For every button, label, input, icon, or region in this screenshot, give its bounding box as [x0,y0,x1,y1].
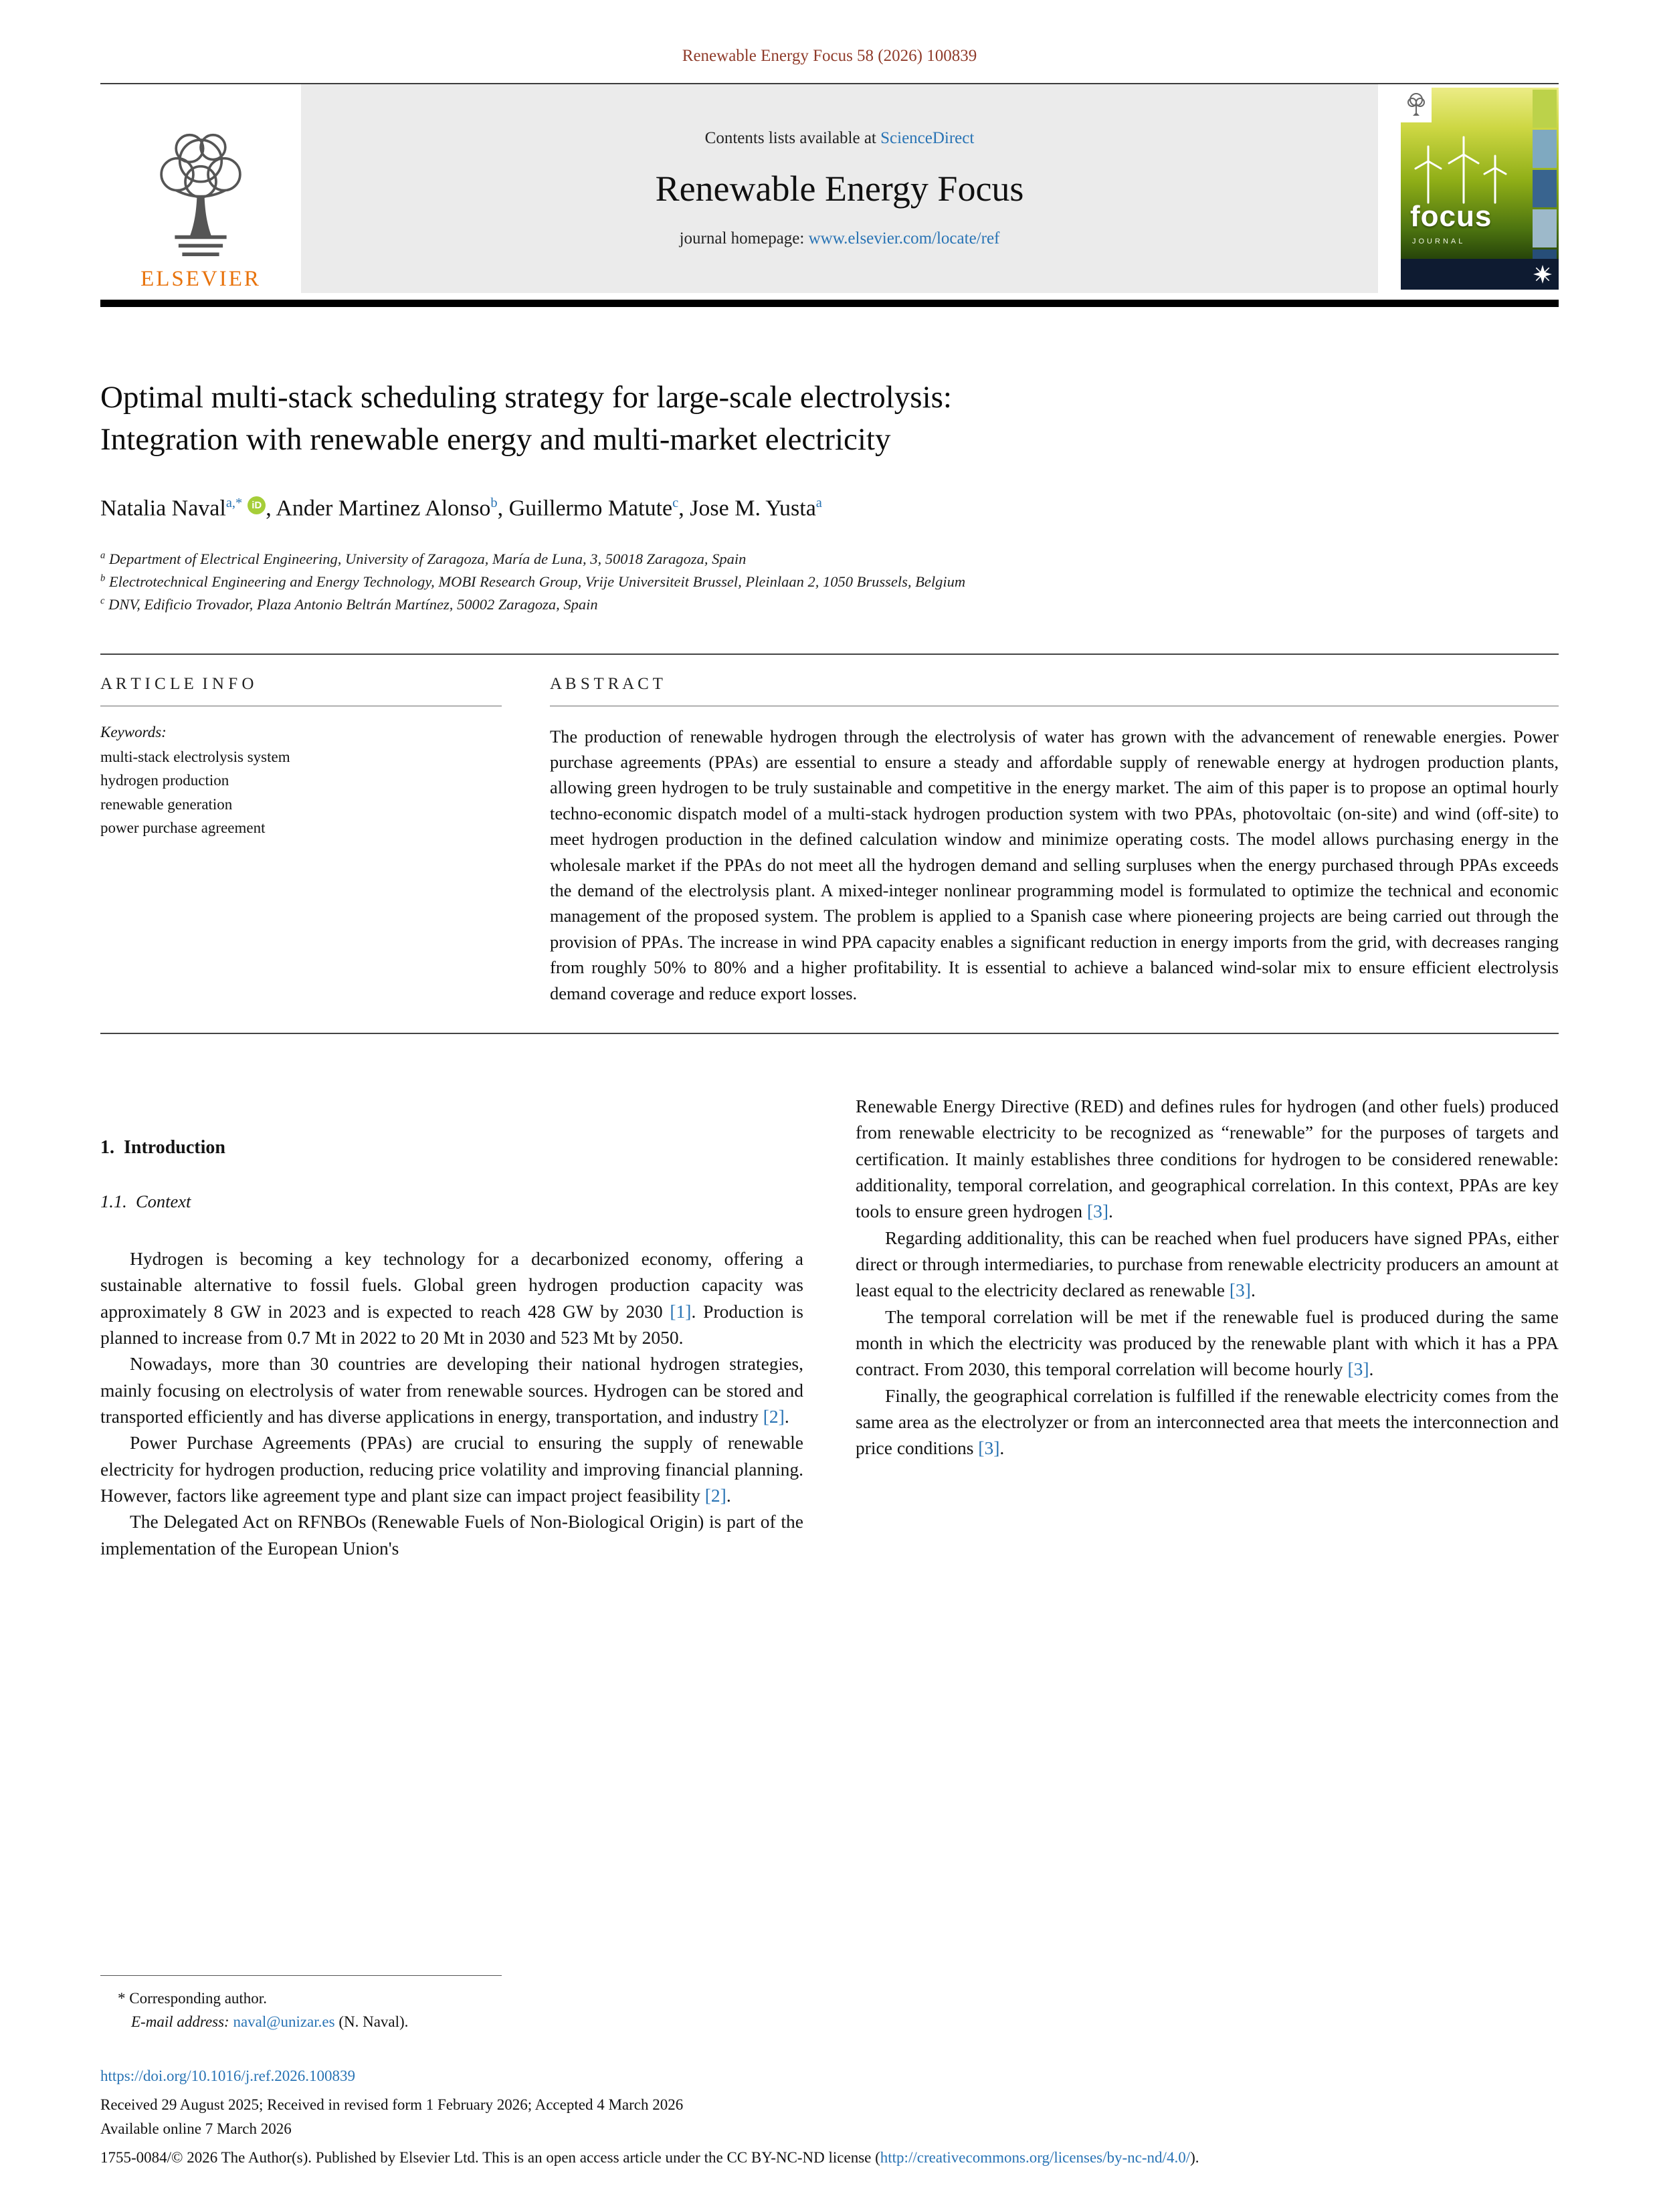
elsevier-wordmark: ELSEVIER [140,267,261,291]
journal-cover-thumbnail [1401,88,1559,290]
cover-title: focus [1410,200,1492,233]
citation-link[interactable]: [3] [1347,1359,1369,1380]
keyword-item: renewable generation [100,795,233,813]
body-column-right [856,1093,1559,1561]
paragraph: Hydrogen is becoming a key technology for a decarbonized economy, offering a sustainable alternative to fossil fuels. Global green hydrogen production capacity was approximately 8 GW in 2023 and is expected to reach 428 GW by 2030 [1]. Production is planned to increase from 0.7 Mt in 2022 to 20 Mt in 2030 and 523 Mt by 2050. [100,1248,803,1348]
section-heading-introduction: 1. Introduction [100,1137,225,1159]
received-dates: Received 29 August 2025; Received in revised form 1 February 2026; Accepted 4 March 2026 [100,2096,684,2113]
article-footer [100,2065,1559,2169]
info-abstract-section [100,655,1559,1033]
paragraph: Power Purchase Agreements (PPAs) are crucial to ensuring the supply of renewable electricity for hydrogen production, reducing price volatility and improving financial planning. However, factors like agreement type and plant size can impact project feasibility [2]. [100,1432,803,1506]
affiliation-row [100,593,1559,616]
affiliation-text: DNV, Edificio Trovador, Plaza Antonio Beltrán Martínez, 50002 Zaragoza, Spain [108,595,598,613]
elsevier-logo [100,84,301,293]
subsection-heading-context: 1.1. Context [100,1191,191,1212]
inline-link[interactable]: http://creativecommons.org/licenses/by-nc-nd/4.0/ [880,2148,1191,2166]
keyword-item: multi-stack electrolysis system [100,748,290,765]
affiliation-marker: c [100,595,105,607]
article-info-header: A R T I C L E I N F O [100,674,254,693]
journal-title: Renewable Energy Focus [655,169,1024,209]
available-online: Available online 7 March 2026 [100,2120,292,2137]
footnote-corresponding-author: * Corresponding author. [118,1989,267,2007]
affiliation-row [100,571,1559,593]
mini-tree-icon [1406,92,1426,118]
keyword-item: hydrogen production [100,772,229,789]
contents-prefix: Contents lists available at [704,129,881,147]
footnote-email: E-mail address: naval@unizar.es (N. Naval). [131,2013,409,2031]
citation-link[interactable]: [3] [1086,1201,1109,1222]
footnote-divider [100,1975,502,1976]
affiliation-text: Electrotechnical Engineering and Energy Technology, MOBI Research Group, Vrije Universiteit Brussel, Pleinlaan 2, 1050 Brussels, Belgium [108,573,966,591]
paragraph: Regarding additionality, this can be reached when fuel producers have signed PPAs, either direct or through intermediaries, to purchase from renewable electricity producers an amount at least equal to the electricity declared as renewable [3]. [856,1227,1559,1301]
citation-link[interactable]: [2] [763,1405,785,1427]
article-info-column [100,675,502,1007]
elsevier-tree-icon [139,124,262,266]
paragraph: The Delegated Act on RFNBOs (Renewable Fuels of Non-Biological Origin) is part of the implementation of the European Union's [100,1511,803,1559]
citation-link[interactable]: [1] [670,1300,692,1322]
body-column-left [100,1093,803,1561]
affiliation-text: Department of Electrical Engineering, University of Zaragoza, María de Luna, 3, 50018 Zaragoza, Spain [108,550,747,568]
keywords-label: Keywords: [100,723,167,740]
cover-subtitle: JOURNAL [1412,237,1466,245]
cover-bottom-band [1401,259,1559,290]
abstract-header: A B S T R A C T [550,674,663,693]
wind-turbines-icon [1405,130,1512,205]
affiliation-marker: b [100,573,106,584]
cover-strip-cell [1533,170,1557,208]
article-body [100,1093,1559,1561]
orcid-icon[interactable]: iD [248,496,266,514]
journal-reference: Renewable Energy Focus 58 (2026) 100839 [682,47,977,65]
paragraph: Finally, the geographical correlation is fulfilled if the renewable electricity comes from the same area as the electrolyzer or from an interconnected area that meets the interconnection and price conditions [3]. [856,1385,1559,1459]
separator-bar [100,300,1559,307]
paragraph: The temporal correlation will be met if the renewable fuel is produced during the same month in which the electricity was produced by the renewable plant with which it has a PPA contract. From 2030, this temporal correlation will become hourly [3]. [856,1306,1559,1380]
compass-icon [1533,265,1552,284]
paragraph: Nowadays, more than 30 countries are developing their national hydrogen strategies, mainly focusing on electrolysis of water from renewable sources. Hydrogen can be stored and transported efficiently and has diverse applications in energy, transportation, and industry [2]. [100,1353,803,1427]
affiliation-list [100,548,1559,615]
homepage-prefix: journal homepage: [679,229,809,247]
paragraph: Renewable Energy Directive (RED) and defines rules for hydrogen (and other fuels) produced from renewable electricity to be recognized as “renewable” for the purposes of targets and certification. It mainly establishes three conditions for hydrogen to be considered renewable: additionality, temporal correlation, and geographical correlation. In this context, PPAs are key tools to ensure green hydrogen [3]. [856,1096,1559,1222]
cover-strip-cell [1533,130,1557,168]
cover-strip-cell [1533,90,1557,128]
abstract-column [550,675,1559,1007]
page-footer-block [100,1975,1559,2169]
abstract-text: The production of renewable hydrogen through the electrolysis of water has grown with the advancement of renewable energies. Power purchase agreements (PPAs) are essential to ensure a steady and affordable supply of renewable energy at hydrogen production plants, allowing green hydrogen to be truly sustainable and competitive in the energy market. The aim of this paper is to propose an optimal hourly techno-economic dispatch model of a multi-stack hydrogen production system with two PPAs, photovoltaic (on-site) and wind (off-site) to meet hydrogen production in the defined calculation window and minimize operating costs. The model allows purchasing energy in the wholesale market if the PPAs do not meet all the hydrogen demand and selling surpluses when the energy purchased through PPAs exceeds the demand of the electrolysis plant. A mixed-integer nonlinear programming model is formulated to optimize the technical and economic management of the proposed system. The problem is applied to a Spanish case where pioneering projects are being carried out through the provision of PPAs. The increase in wind PPA capacity enables a significant reduction in energy imports from the grid, with decreases ranging from roughly 50% to 80% and a higher profitability. It is essential to achieve a balanced wind-solar mix to ensure efficient electrolysis demand coverage and reduce export losses. [550,726,1559,1003]
masthead-panel [301,84,1378,293]
cover-strip-cell [1533,209,1557,247]
article-title-line: Integration with renewable energy and multi-market electricity [100,421,891,457]
cover-elsevier-corner [1401,88,1432,122]
keyword-item: power purchase agreement [100,819,266,837]
footnote-area [100,1987,1559,2034]
homepage-line [680,229,1000,248]
sciencedirect-link[interactable]: ScienceDirect [880,129,975,147]
doi-link[interactable]: https://doi.org/10.1016/j.ref.2026.100839 [100,2068,355,2084]
article-title-line: Optimal multi-stack scheduling strategy for large-scale electrolysis: [100,380,952,415]
copyright-license: 1755-0084/© 2026 The Author(s). Published by Elsevier Ltd. This is an open access article under the CC BY-NC-ND license (http://creativecommons.org/licenses/by-nc-nd/4.0/). [100,2148,1199,2166]
journal-masthead [100,83,1559,293]
contents-line [705,129,975,148]
citation-link[interactable]: [3] [978,1437,1000,1459]
affiliation-row [100,548,1559,571]
citation-link[interactable]: [3] [1229,1280,1251,1301]
author-list: Natalia Naval$^{a,*}$ iD , Ander Martinez Alonso$^b$, Guillermo Matute$^c$, Jose M. Yusta$^a$ [100,495,822,521]
inline-link[interactable]: naval@unizar.es [233,2013,335,2031]
section-divider [100,1033,1559,1034]
article-title [100,377,1559,461]
citation-link[interactable]: [2] [704,1484,726,1506]
affiliation-marker: a [100,550,106,561]
journal-homepage-link[interactable]: www.elsevier.com/locate/ref [808,229,1000,247]
